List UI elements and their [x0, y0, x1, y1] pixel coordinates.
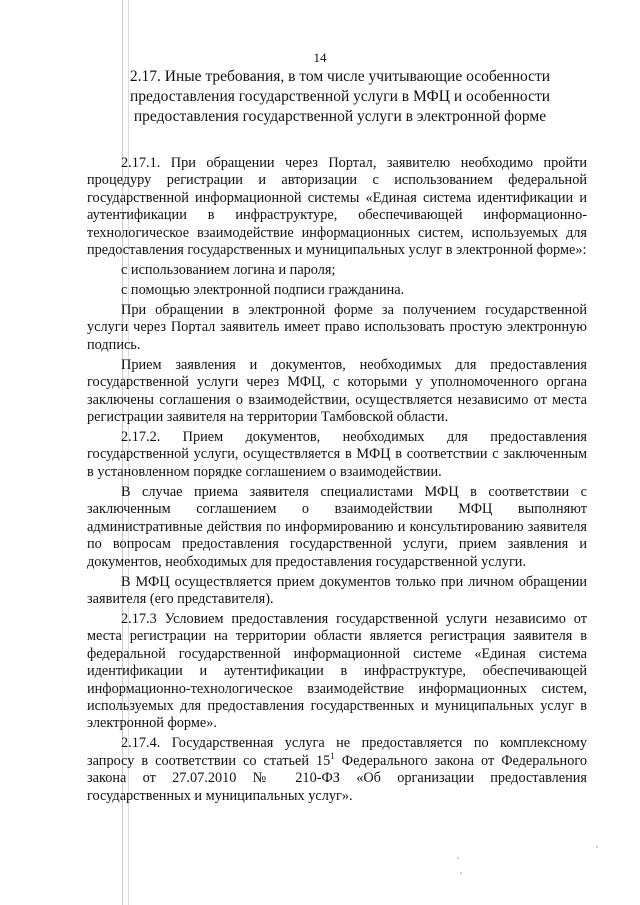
heading-line: 2.17. Иные требования, в том числе учитывающие особенности [129, 68, 551, 85]
paragraph: При обращении в электронной форме за получением государственной услуги через Портал заявитель имеет право использовать простую электронную подпись. [87, 302, 587, 353]
page-number: 14 [313, 50, 327, 65]
scan-speck [457, 857, 459, 859]
paragraph: 2.17.1. При обращении через Портал, заявителю необходимо пройти процедуру регистрации и авторизации с использованием федеральной государственной информационной системы «Единая система идентификации и аутентификации в инфраструктуре, обеспечивающей информационно-технологическое взаимодействие информационных систем, используемых для предоставления государственных и муниципальных услуг в электронной форме»: [87, 155, 587, 259]
section-body [87, 155, 587, 808]
paragraph-text: 2.17.4. Государственная услуга не предоставляется по комплексному запросу в соответствии со статьей 15 [87, 735, 587, 769]
scan-speck [596, 846, 598, 848]
section-heading [120, 67, 560, 127]
heading-line: предоставления государственной услуги в электронной форме [133, 108, 547, 125]
heading-line: предоставления государственной услуги в МФЦ и особенности [129, 88, 551, 105]
superscript: 1 [330, 750, 335, 761]
paragraph: В случае приема заявителя специалистами МФЦ в соответствии с заключенным соглашением о взаимодействии МФЦ выполняют административные действия по информированию и консультированию заявителя по вопросам предоставления государственной услуги, прием заявления и документов, необходимых для предоставления государственной услуги. [87, 483, 587, 570]
paragraph: 2.17.2. Прием документов, необходимых для предоставления государственной услуги, осуществляется в МФЦ в соответствии с заключенным в установленном порядке соглашением о взаимодействии. [87, 429, 587, 480]
paragraph: Прием заявления и документов, необходимых для предоставления государственной услуги через МФЦ, с которыми у уполномоченного органа заключены соглашения о взаимодействии, осуществляется независимо от места регистрации заявителя на территории Тамбовской области. [87, 356, 587, 426]
paragraph: В МФЦ осуществляется прием документов только при личном обращении заявителя (его представителя). [87, 573, 587, 607]
list-item: с использованием логина и пароля; [121, 262, 336, 279]
scan-speck [460, 872, 462, 874]
paragraph: 2.17.3 Условием предоставления государственной услуги независимо от места регистрации на территории области является регистрация заявителя в федеральной государственной информационной системе «Единая система идентификации и аутентификации в инфраструктуре, обеспечивающей информационно-технологическое взаимодействие информационных систем, используемых для предоставления государственных и муниципальных услуг в электронной форме». [87, 610, 587, 732]
paragraph-with-footnote [87, 735, 587, 805]
list-item: с помощью электронной подписи гражданина. [121, 282, 405, 299]
paragraph-text: Федерального закона от Федерального закона от 27.07.2010 № 210-ФЗ «Об организации предоставления государственных и муниципальных услуг». [87, 752, 588, 804]
